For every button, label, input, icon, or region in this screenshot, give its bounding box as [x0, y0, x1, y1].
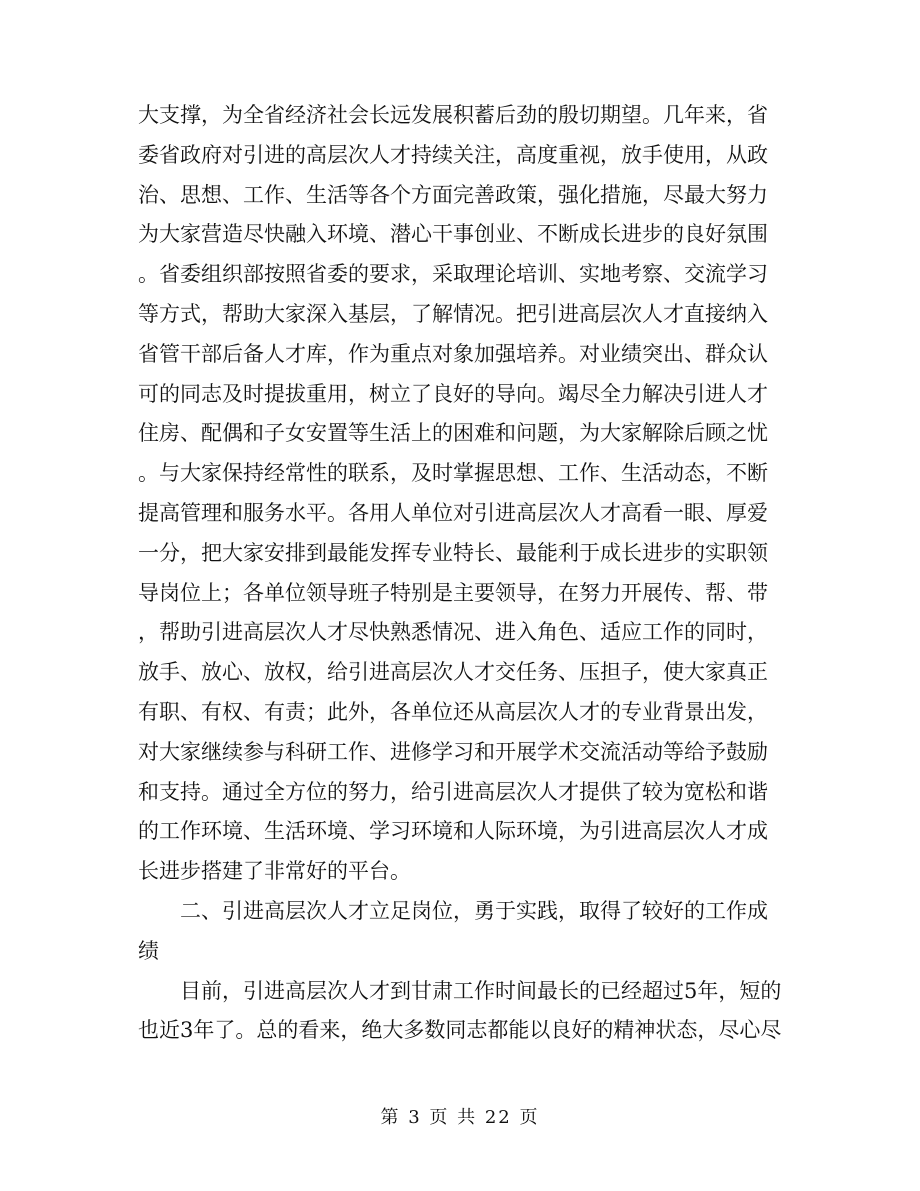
body-line: 可的同志及时提拔重用，树立了良好的导向。竭尽全力解决引进人才 — [138, 381, 768, 406]
document-body — [138, 96, 788, 1051]
body-line: 一分，把大家安排到最能发挥专业特长、最能利于成长进步的实职领 — [138, 540, 768, 565]
body-line: 提高管理和服务水平。各用人单位对引进高层次人才高看一眼、厚爱 — [138, 500, 768, 525]
body-line: 。省委组织部按照省委的要求，采取理论培训、实地考察、交流学习 — [138, 262, 768, 287]
section-heading-line: 绩 — [138, 938, 159, 963]
body-line: 和支持。通过全方位的努力，给引进高层次人才提供了较为宽松和谐 — [138, 779, 768, 804]
body-line: 委省政府对引进的高层次人才持续关注，高度重视，放手使用，从政 — [138, 142, 768, 167]
body-line: 有职、有权、有责；此外，各单位还从高层次人才的专业背景出发， — [138, 699, 768, 724]
body-line: 。与大家保持经常性的联系，及时掌握思想、工作、生活动态，不断 — [138, 461, 768, 486]
body-line: 治、思想、工作、生活等各个方面完善政策，强化措施，尽最大努力 — [138, 182, 768, 207]
body-line: 目前，引进高层次人才到甘肃工作时间最长的已经超过5年，短的 — [180, 978, 782, 1003]
body-line: 住房、配偶和子女安置等生活上的困难和问题，为大家解除后顾之忧 — [138, 421, 768, 446]
body-line: 的工作环境、生活环境、学习环境和人际环境，为引进高层次人才成 — [138, 819, 768, 844]
body-line: 导岗位上；各单位领导班子特别是主要领导，在努力开展传、帮、带 — [138, 580, 768, 605]
section-heading-line: 二、引进高层次人才立足岗位，勇于实践，取得了较好的工作成 — [180, 898, 768, 923]
body-line: 也近3年了。总的看来，绝大多数同志都能以良好的精神状态，尽心尽 — [138, 1018, 782, 1043]
body-line: 为大家营造尽快融入环境、潜心干事创业、不断成长进步的良好氛围 — [138, 222, 768, 247]
body-line: 大支撑，为全省经济社会长远发展积蓄后劲的殷切期望。几年来，省 — [138, 103, 768, 127]
page-footer: 第 3 页 共 22 页 — [380, 1107, 540, 1128]
body-line: 省管干部后备人才库，作为重点对象加强培养。对业绩突出、群众认 — [138, 341, 768, 366]
body-line: 长进步搭建了非常好的平台。 — [138, 859, 411, 884]
body-line: 等方式，帮助大家深入基层，了解情况。把引进高层次人才直接纳入 — [138, 301, 768, 326]
body-line: 放手、放心、放权，给引进高层次人才交任务、压担子，使大家真正 — [138, 660, 768, 685]
body-line: 对大家继续参与科研工作、进修学习和开展学术交流活动等给予鼓励 — [138, 739, 768, 764]
body-line: ，帮助引进高层次人才尽快熟悉情况、进入角色、适应工作的同时， — [138, 620, 768, 645]
